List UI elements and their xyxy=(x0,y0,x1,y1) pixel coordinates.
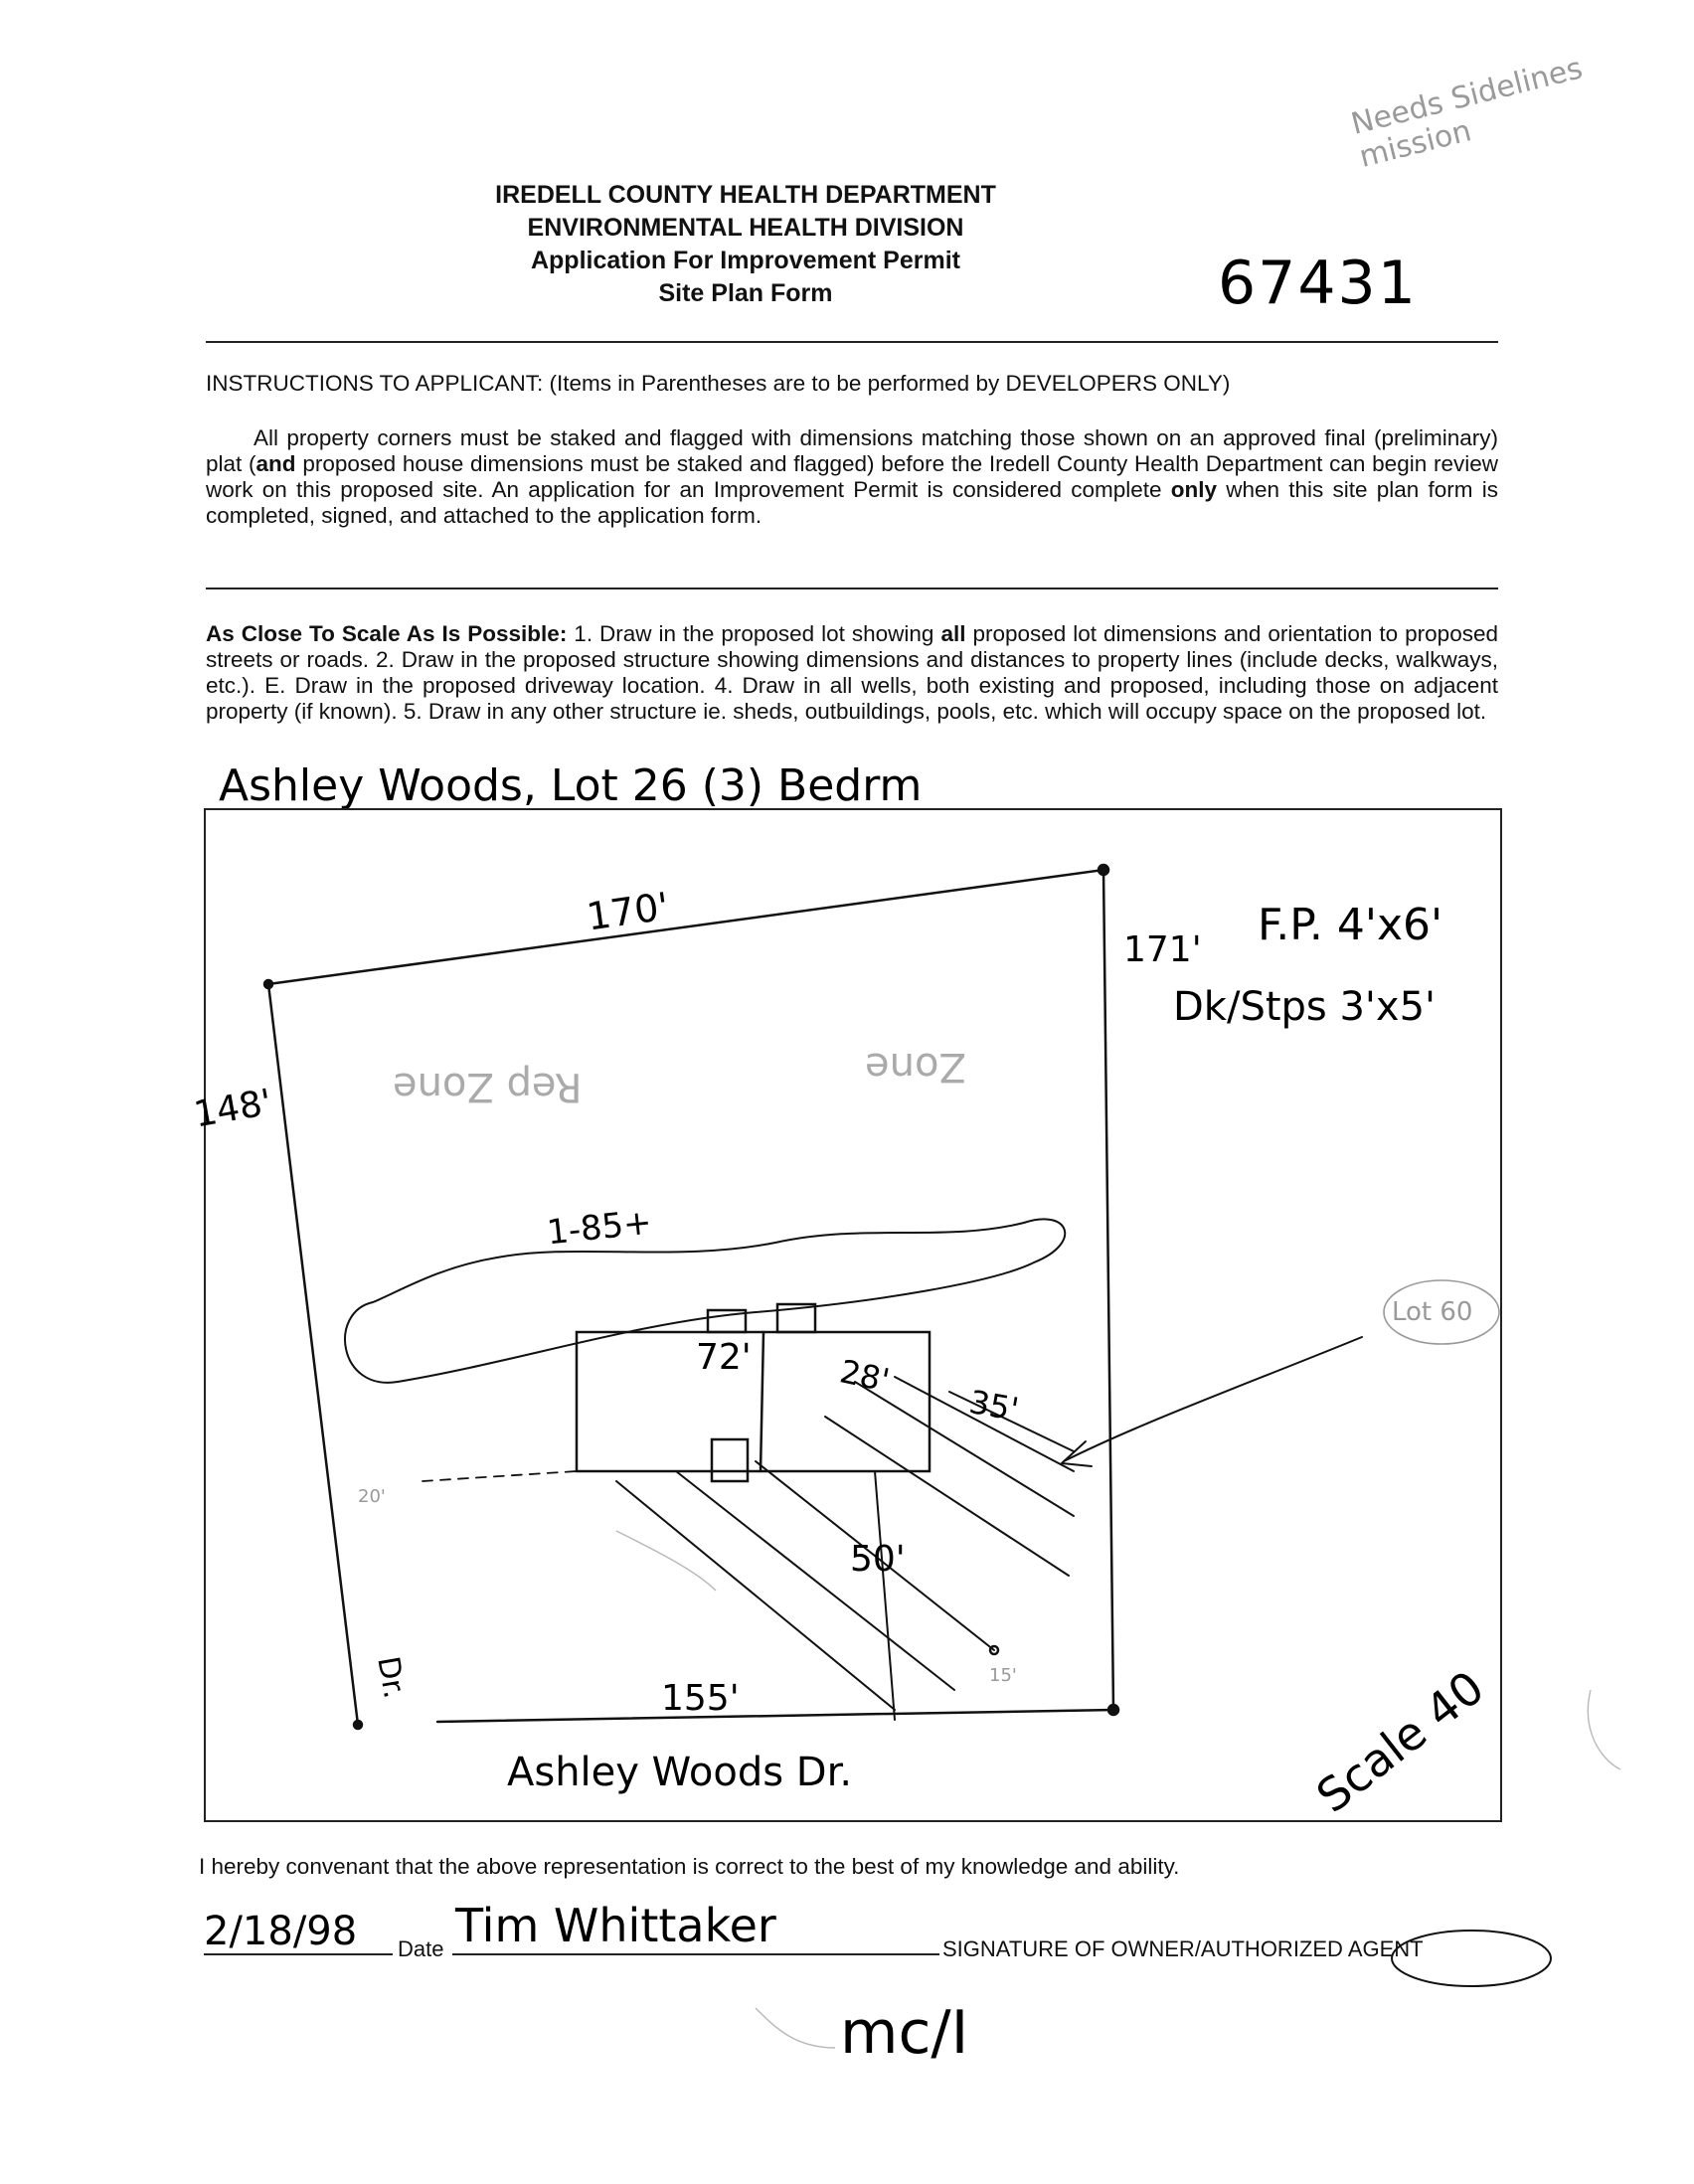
road-side-label: Dr. xyxy=(370,1653,413,1702)
signature-line xyxy=(452,1953,939,1955)
drive-dim: 50' xyxy=(850,1539,906,1580)
date-line xyxy=(204,1953,393,1955)
lot-line-left xyxy=(268,984,358,1725)
permit-number: 67431 xyxy=(1218,249,1418,318)
dim-top: 170' xyxy=(584,884,672,939)
scale-note: Scale 40 xyxy=(1306,1660,1494,1823)
setback-dim: 35' xyxy=(966,1382,1022,1429)
faint-note-1: Rep Zone xyxy=(393,1064,583,1109)
certification-text: I hereby convenant that the above representation is correct to the best of my knowledge and ability. xyxy=(199,1854,1180,1879)
header-line-2: ENVIRONMENTAL HEALTH DIVISION xyxy=(527,214,964,242)
signature-label: SIGNATURE OF OWNER/AUTHORIZED AGENT xyxy=(942,1936,1424,1961)
faint-15: 15' xyxy=(989,1665,1017,1686)
header-line-3: Application For Improvement Permit xyxy=(530,247,960,274)
house-width: 72' xyxy=(696,1337,752,1378)
lot-line xyxy=(268,870,1113,1722)
faint-note-2: Zone xyxy=(865,1044,966,1090)
contour-label: 1-85+ xyxy=(545,1202,654,1254)
date-value: 2/18/98 xyxy=(204,1909,358,1954)
site-title: Ashley Woods, Lot 26 (3) Bedrm xyxy=(219,760,923,811)
header-line-1: IREDELL COUNTY HEALTH DEPARTMENT xyxy=(495,181,996,209)
faint-20: 20' xyxy=(358,1486,386,1507)
callout-label: Lot 60 xyxy=(1392,1297,1473,1327)
dim-left: 148' xyxy=(191,1082,275,1136)
road-name: Ashley Woods Dr. xyxy=(507,1750,853,1795)
dim-right: 171' xyxy=(1123,929,1202,970)
reviewer-initials: mc/I xyxy=(840,1998,969,2068)
instructions-heading: INSTRUCTIONS TO APPLICANT: (Items in Parentheses are to be performed by DEVELOPERS ONLY) xyxy=(206,371,1231,396)
date-label: Date xyxy=(398,1936,444,1961)
fireplace-note: F.P. 4'x6' xyxy=(1258,900,1443,950)
instructions-paragraph: All property corners must be staked and flagged with dimensions matching those shown on an approved final (preliminary) plat (and proposed house dimensions must be staked and flagged) before the Iredell County Health Department can begin review work on this proposed site. An application for an Improvement Permit is considered complete only when this site plan form is completed, signed, and attached to the application form. xyxy=(206,425,1499,528)
corner-note: Needs Sidelines mission xyxy=(1347,51,1587,175)
scale-instructions: As Close To Scale As Is Possible: 1. Draw in the proposed lot showing all proposed lot dimensions and orientation to proposed streets or roads. 2. Draw in the proposed structure showing dimensions and distances to property lines (include decks, walkways, etc.). E. Draw in the proposed driveway location. 4. Draw in all wells, both existing and proposed, including those on adjacent property (if known). 5. Draw in any other structure ie. sheds, outbuildings, pools, etc. which will occupy space on the proposed lot. xyxy=(206,621,1498,724)
house-depth: 28' xyxy=(836,1352,893,1400)
header-line-4: Site Plan Form xyxy=(658,279,833,307)
signature: Tim Whittaker xyxy=(455,1899,776,1952)
deck-steps-note: Dk/Stps 3'x5' xyxy=(1173,984,1437,1030)
dim-bottom: 155' xyxy=(661,1678,740,1719)
